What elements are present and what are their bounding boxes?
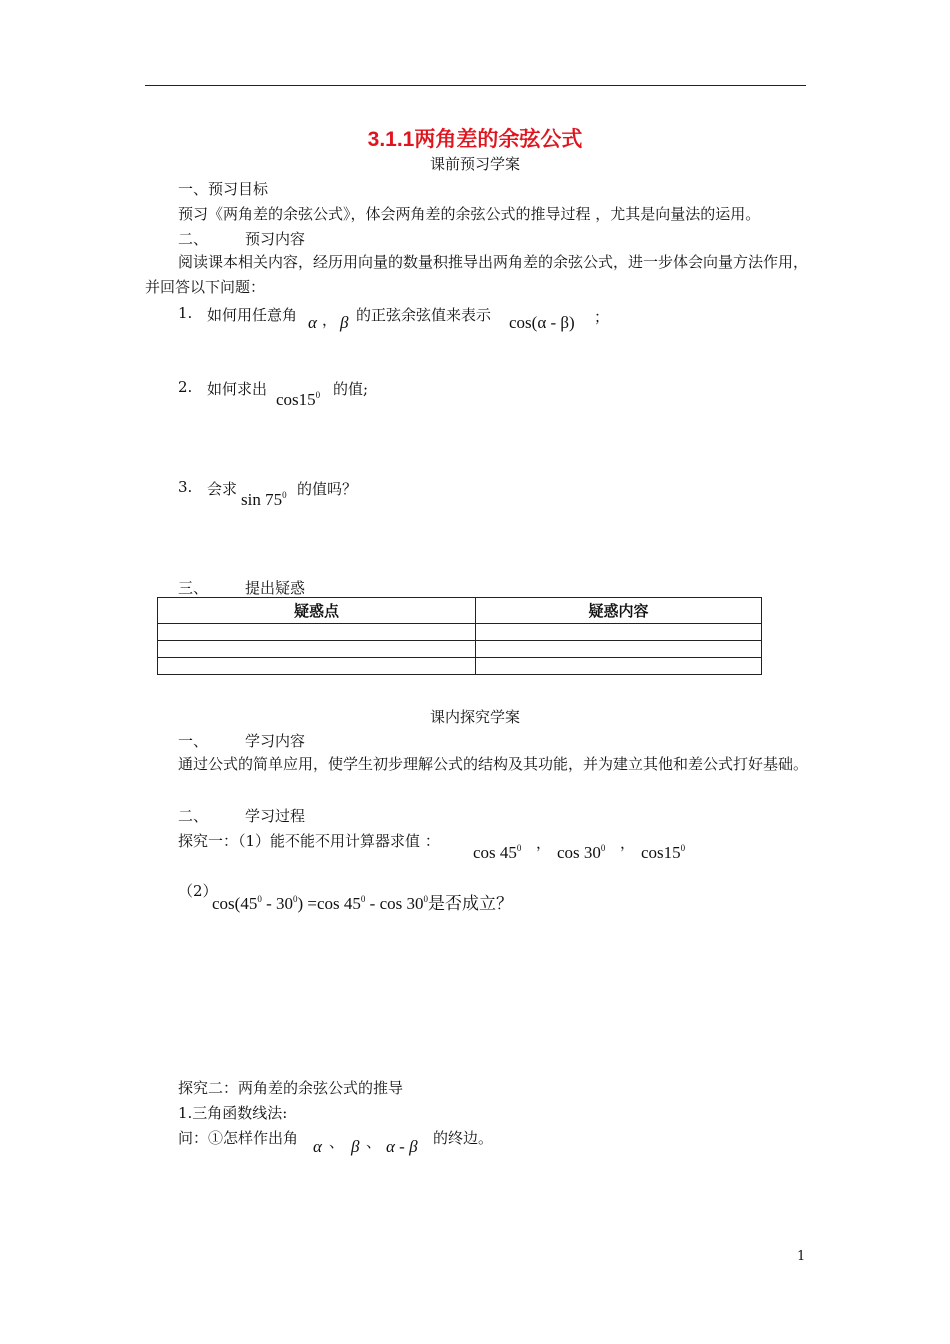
explore-2-label: 探究二：两角差的余弦公式的推导 [178,1079,404,1097]
pre-section-2-text: 阅读课本相关内容，经历用向量的数量积推导出两角差的余弦公式，进一步体会向量方法作用，并回答以下问题： [145,253,809,296]
in-section-1-title: 学习内容 [245,732,306,750]
question-3-text-a: 会求 [207,480,238,498]
explore-1-cos45: $\cos 45^0$ [473,843,522,862]
question-2-text-b: 的值; [333,380,369,398]
pre-section-3-number: 三、 [178,579,209,597]
table-header-doubt-content: 疑惑内容 [476,598,762,624]
document-title: 3.1.1两角差的余弦公式 [367,128,583,151]
explore-1-sub-2: （2） [178,882,218,900]
table-row [158,658,762,675]
explore-1-label: 探究一：（1）能不能不用计算器求值 ： [178,832,440,850]
pre-section-2-number: 二、 [178,230,209,248]
explore-1-comma-2: ， [620,834,636,852]
question-1-text-b: 的正弦余弦值来表示 [356,306,492,324]
question-2-formula: $\cos 15^0$ [276,390,321,409]
question-1-alpha: α [308,313,317,332]
question-1-formula: cos(α - β) [509,313,575,332]
method-1-label: 1.三角函数线法: [178,1104,288,1122]
question-1-comma: ， [322,311,338,329]
header-rule [145,85,806,86]
explore-1-cos30: $\cos 30^0$ [557,843,606,862]
page-number: 1 [797,1249,806,1264]
table-row [158,624,762,641]
question-2-number: 2. [178,378,193,396]
question-draw-sep-1: 、 [329,1133,345,1151]
table-header-row [158,598,762,624]
explore-1-cos15: $\cos 15^0$ [641,843,686,862]
table-header-doubt-point: 疑惑点 [158,598,476,624]
question-1-number: 1. [178,304,193,322]
question-draw-beta: β [351,1137,360,1156]
question-2-text-a: 如何求出 [207,380,268,398]
question-draw-text-a: 问：①怎样作出角 [178,1129,299,1147]
table-row [158,641,762,658]
pre-section-3-title: 提出疑惑 [245,579,306,597]
table-cell[interactable] [158,658,476,675]
question-3-formula: $\sin 75^0$ [241,490,287,509]
question-3-number: 3. [178,478,193,496]
explore-1-comma-1: ， [536,834,552,852]
table-cell[interactable] [476,624,762,641]
in-section-1-text: 通过公式的简单应用，使学生初步理解公式的结构及其功能，并为建立其他和差公式打好基础。 [178,755,809,773]
question-1-text-a: 如何用任意角 [207,306,298,324]
in-section-2-title: 学习过程 [245,807,306,825]
pre-section-1-label: 一、预习目标 [178,180,269,198]
doubt-table [157,597,762,675]
explore-1-equation: $\cos(45^0 - 30^0) =\cos$ $45^0$ - $\cos 30^0$是否成立？ [212,894,513,913]
question-1-beta: β [340,313,349,332]
question-1-semicolon: ； [594,308,610,326]
question-draw-sep-2: 、 [366,1133,382,1151]
in-section-1-number: 一、 [178,732,209,750]
question-draw-alpha: α [313,1137,322,1156]
table-cell[interactable] [158,624,476,641]
in-section-2-number: 二、 [178,807,209,825]
in-class-heading: 课内探究学案 [429,708,520,726]
pre-section-1-text: 预习《两角差的余弦公式》，体会两角差的余弦公式的推导过程 ，尤其是向量法的运用。 [178,205,761,223]
pre-class-heading: 课前预习学案 [429,155,520,173]
question-draw-text-b: 的终边。 [433,1129,494,1147]
question-draw-alpha-minus-beta: α - β [386,1137,418,1156]
question-3-text-b: 的值吗？ [297,480,358,498]
table-cell[interactable] [476,658,762,675]
table-cell[interactable] [476,641,762,658]
pre-section-2-title: 预习内容 [245,230,306,248]
table-cell[interactable] [158,641,476,658]
